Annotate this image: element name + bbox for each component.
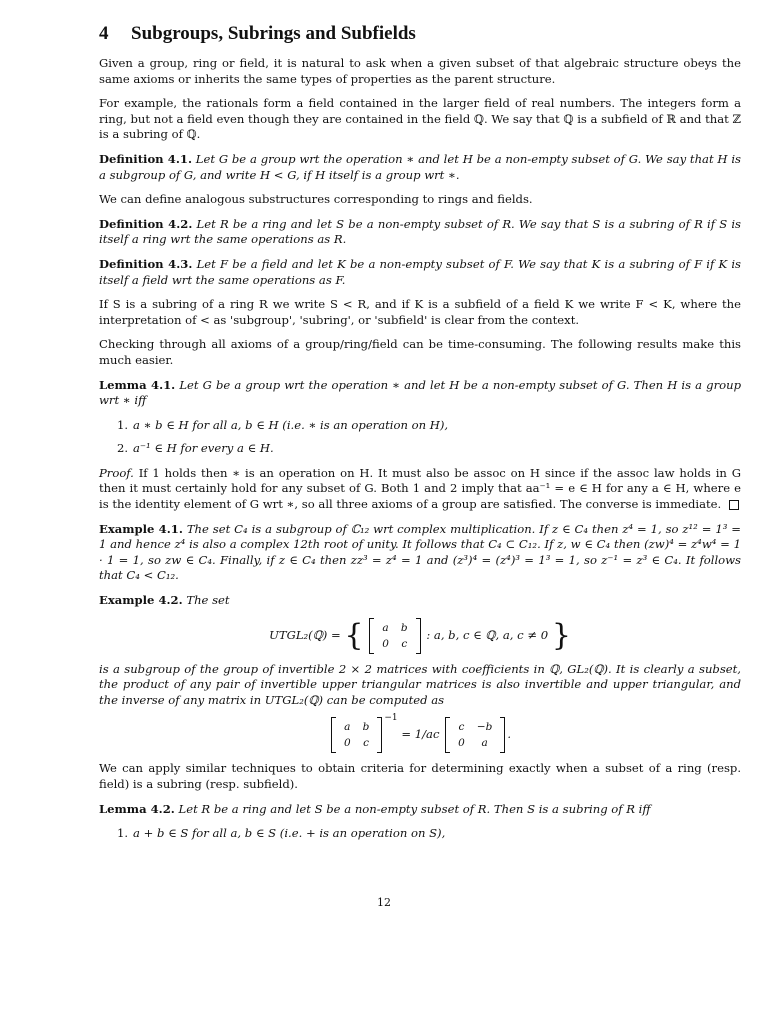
list-item [117, 441, 741, 457]
input-matrix [331, 717, 382, 753]
document-page [99, 22, 741, 851]
inverse-equals: = 1/ac [401, 727, 440, 742]
proof-text: If 1 holds then ∗ is an operation on H. It must also be assoc on H since if the assoc law holds in G then it must certainly hold for any subset of G. Both 1 and 2 imply that aa⁻¹ = e ∈ H for any a ∈ H, where e is the identity element of G wrt ∗, so all three axioms of a group are satisfied. The converse is immediate. [99, 465, 741, 512]
example-paragraph: For example, the rationals form a field contained in the larger field of real numbers. The integers form a ring, but not a field even though they are contained in the field ℚ. We say that ℚ is a subfield of ℝ and that ℤ is a subring of ℚ. [99, 96, 741, 142]
definition-4-1 [99, 152, 741, 183]
matrix-entry: b [362, 721, 370, 734]
lemma-body: Let G be a group wrt the operation ∗ and let H be a non-empty subset of G. Then H is a group wrt ∗ iff [99, 377, 741, 408]
matrix-entry: a [481, 737, 488, 750]
section-heading [99, 22, 741, 46]
left-brace-icon: { [344, 617, 364, 653]
lemma-heading: Lemma 4.1. [99, 377, 176, 392]
section-number: 4 [99, 23, 109, 44]
item-number: 1. [117, 826, 129, 841]
definition-heading: Definition 4.3. [99, 256, 193, 271]
matrix-entry: c [363, 737, 369, 750]
right-brace-icon: } [551, 617, 571, 653]
analogous-paragraph: We can define analogous substructures corresponding to rings and fields. [99, 192, 533, 207]
inverse-exponent: −1 [384, 713, 398, 724]
item-text: a⁻¹ ∈ H for every a ∈ H. [133, 441, 274, 456]
example-4-2-body: is a subgroup of the group of invertible 2 × 2 matrices with coefficients in ℚ, GL₂(ℚ). It is clearly a subset, the product of any pair of invertible upper triangular matrices is also invertible and upper triangular, and the inverse of any matrix in UTGL₂(ℚ) can be computed as [99, 661, 741, 707]
item-text: a ∗ b ∈ H for all a, b ∈ H (i.e. ∗ is an operation on H), [133, 417, 449, 432]
item-text: a + b ∈ S for all a, b ∈ S (i.e. + is an operation on S), [133, 826, 446, 841]
section-title: Subgroups, Subrings and Subfields [131, 23, 416, 44]
qed-square-icon [729, 500, 739, 510]
set-name: UTGL₂(ℚ) = [269, 627, 341, 642]
definition-body: Let F be a field and let K be a non-empty subset of F. We say that K is a subring of F if K is itself a field wrt the same operations as F. [99, 256, 742, 287]
result-matrix [445, 717, 505, 753]
example-heading: Example 4.1. [99, 521, 183, 536]
matrix-entry: −b [476, 721, 493, 734]
matrix-entry: c [458, 721, 465, 734]
proof-label: Proof. [99, 465, 134, 480]
matrix-entry: 0 [343, 737, 351, 750]
techniques-paragraph: We can apply similar techniques to obtain criteria for determining exactly when a subset of a ring (resp. field) is a subring (resp. subfield). [99, 761, 741, 791]
inverse-display [99, 713, 741, 753]
matrix-entry: c [401, 637, 408, 650]
example-heading: Example 4.2. [99, 593, 183, 608]
matrix-entry: 0 [382, 637, 389, 650]
lemma-4-1-conditions [99, 418, 741, 457]
set-condition: : a, b, c ∈ ℚ, a, c ≠ 0 [426, 627, 549, 642]
matrix-entry: a [344, 721, 351, 734]
example-intro: The set [186, 593, 230, 608]
lemma-heading: Lemma 4.2. [99, 801, 175, 816]
set-definition-display [99, 618, 741, 654]
notation-paragraph: If S is a subring of a ring R we write S < R, and if K is a subfield of a field K we write F < K, where the interpretation of < as 'subgroup', 'subring', or 'subfield' is clear from the context. [99, 297, 741, 327]
lemma-4-2 [99, 802, 741, 818]
definition-4-3 [99, 257, 741, 288]
item-number: 1. [117, 417, 129, 432]
example-4-2 [99, 593, 741, 609]
lemma-4-2-conditions [99, 826, 741, 842]
definition-body: Let R be a ring and let S be a non-empty subset of R. We say that S is a subring of R if S is itself a ring wrt the same operations as R. [99, 216, 741, 247]
definition-heading: Definition 4.1. [99, 151, 192, 166]
definition-heading: Definition 4.2. [99, 216, 193, 231]
item-number: 2. [117, 441, 129, 456]
lemma-body: Let R be a ring and let S be a non-empty subset of R. Then S is a subring of R iff [178, 801, 651, 816]
list-item [117, 826, 741, 842]
proof-paragraph [99, 466, 741, 513]
matrix-entry: 0 [458, 737, 465, 750]
list-item [117, 418, 741, 434]
display-period: . [507, 727, 512, 742]
example-4-1 [99, 522, 741, 584]
intro-paragraph: Given a group, ring or field, it is natural to ask when a given subset of that algebraic structure obeys the same axioms or inherits the same types of properties as the parent structure. [99, 56, 741, 86]
matrix-entry: a [382, 621, 389, 634]
page-number: 12 [377, 896, 391, 909]
example-body: The set C₄ is a subgroup of ℂ₁₂ wrt complex multiplication. If z ∈ C₄ then z⁴ = 1, so z¹² = 1³ = 1 and hence z⁴ is also a complex 12th root of unity. It follows that C₄ ⊂ C₁₂. If z, w ∈ C₄ then (zw)⁴ = z⁴w⁴ = 1 · 1 = 1, so zw ∈ C₄. Finally, if z ∈ C₄ then zz³ = z⁴ = 1 and (z³)⁴ = (z⁴)³ = 1³ = 1, so z⁻¹ = z³ ∈ C₄. It follows that C₄ < C₁₂. [99, 521, 741, 583]
lemma-4-1 [99, 378, 741, 409]
checking-paragraph: Checking through all axioms of a group/ring/field can be time-consuming. The following results make this much easier. [99, 337, 741, 367]
matrix-entry: b [400, 621, 408, 634]
definition-4-2 [99, 217, 741, 248]
set-matrix [369, 618, 420, 654]
definition-body: Let G be a group wrt the operation ∗ and let H be a non-empty subset of G. We say that H is a subgroup of G, and write H < G, if H itself is a group wrt ∗. [99, 151, 741, 182]
